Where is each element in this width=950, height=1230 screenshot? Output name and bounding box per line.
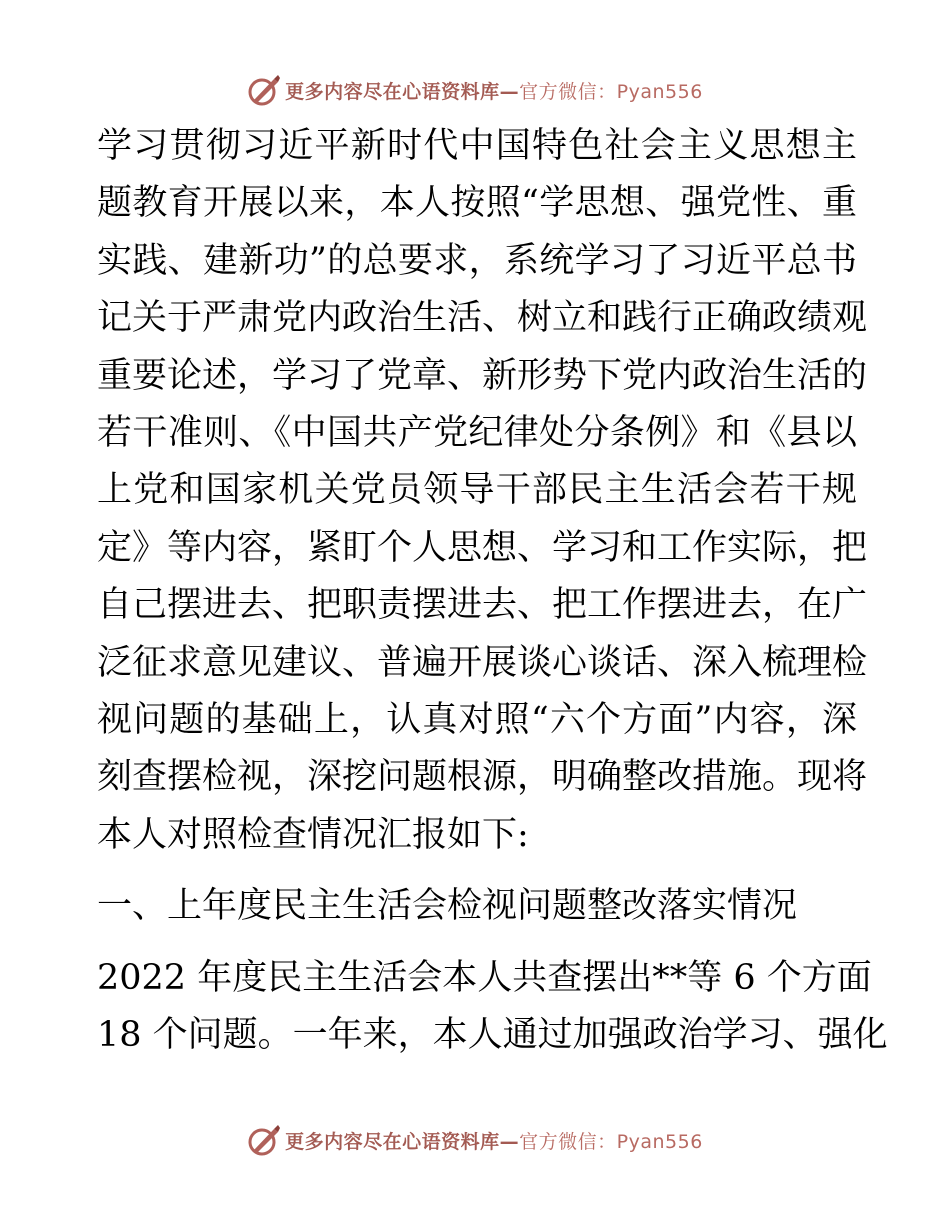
text-line: 自己摆进去、把职责摆进去、把工作摆进去，在广 (97, 585, 868, 626)
wechat-id: 官方微信：Pyan556 (519, 80, 703, 103)
footer-watermark (0, 1120, 950, 1160)
text-line: 本人对照检查情况汇报如下: (97, 814, 529, 855)
section-heading: 一、上年度民主生活会检视问题整改落实情况 (97, 886, 798, 927)
text-line: 记关于严肃党内政治生活、树立和践行正确政绩观 (97, 298, 868, 339)
header-watermark (0, 70, 950, 110)
text-line: 2022 年度民主生活会本人共查摆出**等 6 个方面 (97, 957, 872, 998)
pen-logo-icon (247, 73, 281, 107)
document-body (97, 118, 888, 1065)
wechat-id: 官方微信：Pyan556 (519, 1130, 703, 1153)
banner-text: 更多内容尽在心语资料库—官方微信：Pyan556 (285, 1130, 703, 1153)
text-line: 视问题的基础上，认真对照“六个方面”内容，深 (97, 700, 857, 741)
text-line: 实践、建新功”的总要求，系统学习了习近平总书 (97, 240, 857, 281)
text-line: 泛征求意见建议、普遍开展谈心谈话、深入梳理检 (97, 642, 868, 683)
text-line: 题教育开展以来，本人按照“学思想、强党性、重 (97, 183, 857, 224)
intro-paragraph (97, 118, 868, 864)
text-line: 定》等内容，紧盯个人思想、学习和工作实际，把 (97, 527, 868, 568)
pen-logo-icon (247, 1123, 281, 1157)
text-line: 若干准则、《中国共产党纪律处分条例》和《县以 (97, 413, 857, 454)
text-line: 上党和国家机关党员领导干部民主生活会若干规 (97, 470, 857, 511)
text-line: 刻查摆检视，深挖问题根源，明确整改措施。现将 (97, 757, 868, 798)
text-line: 重要论述，学习了党章、新形势下党内政治生活的 (97, 355, 868, 396)
body-paragraph (97, 950, 888, 1065)
banner-text: 更多内容尽在心语资料库—官方微信：Pyan556 (285, 80, 703, 103)
text-line: 18 个问题。一年来，本人通过加强政治学习、强化 (97, 1015, 888, 1056)
text-line: 学习贯彻习近平新时代中国特色社会主义思想主 (97, 126, 857, 166)
